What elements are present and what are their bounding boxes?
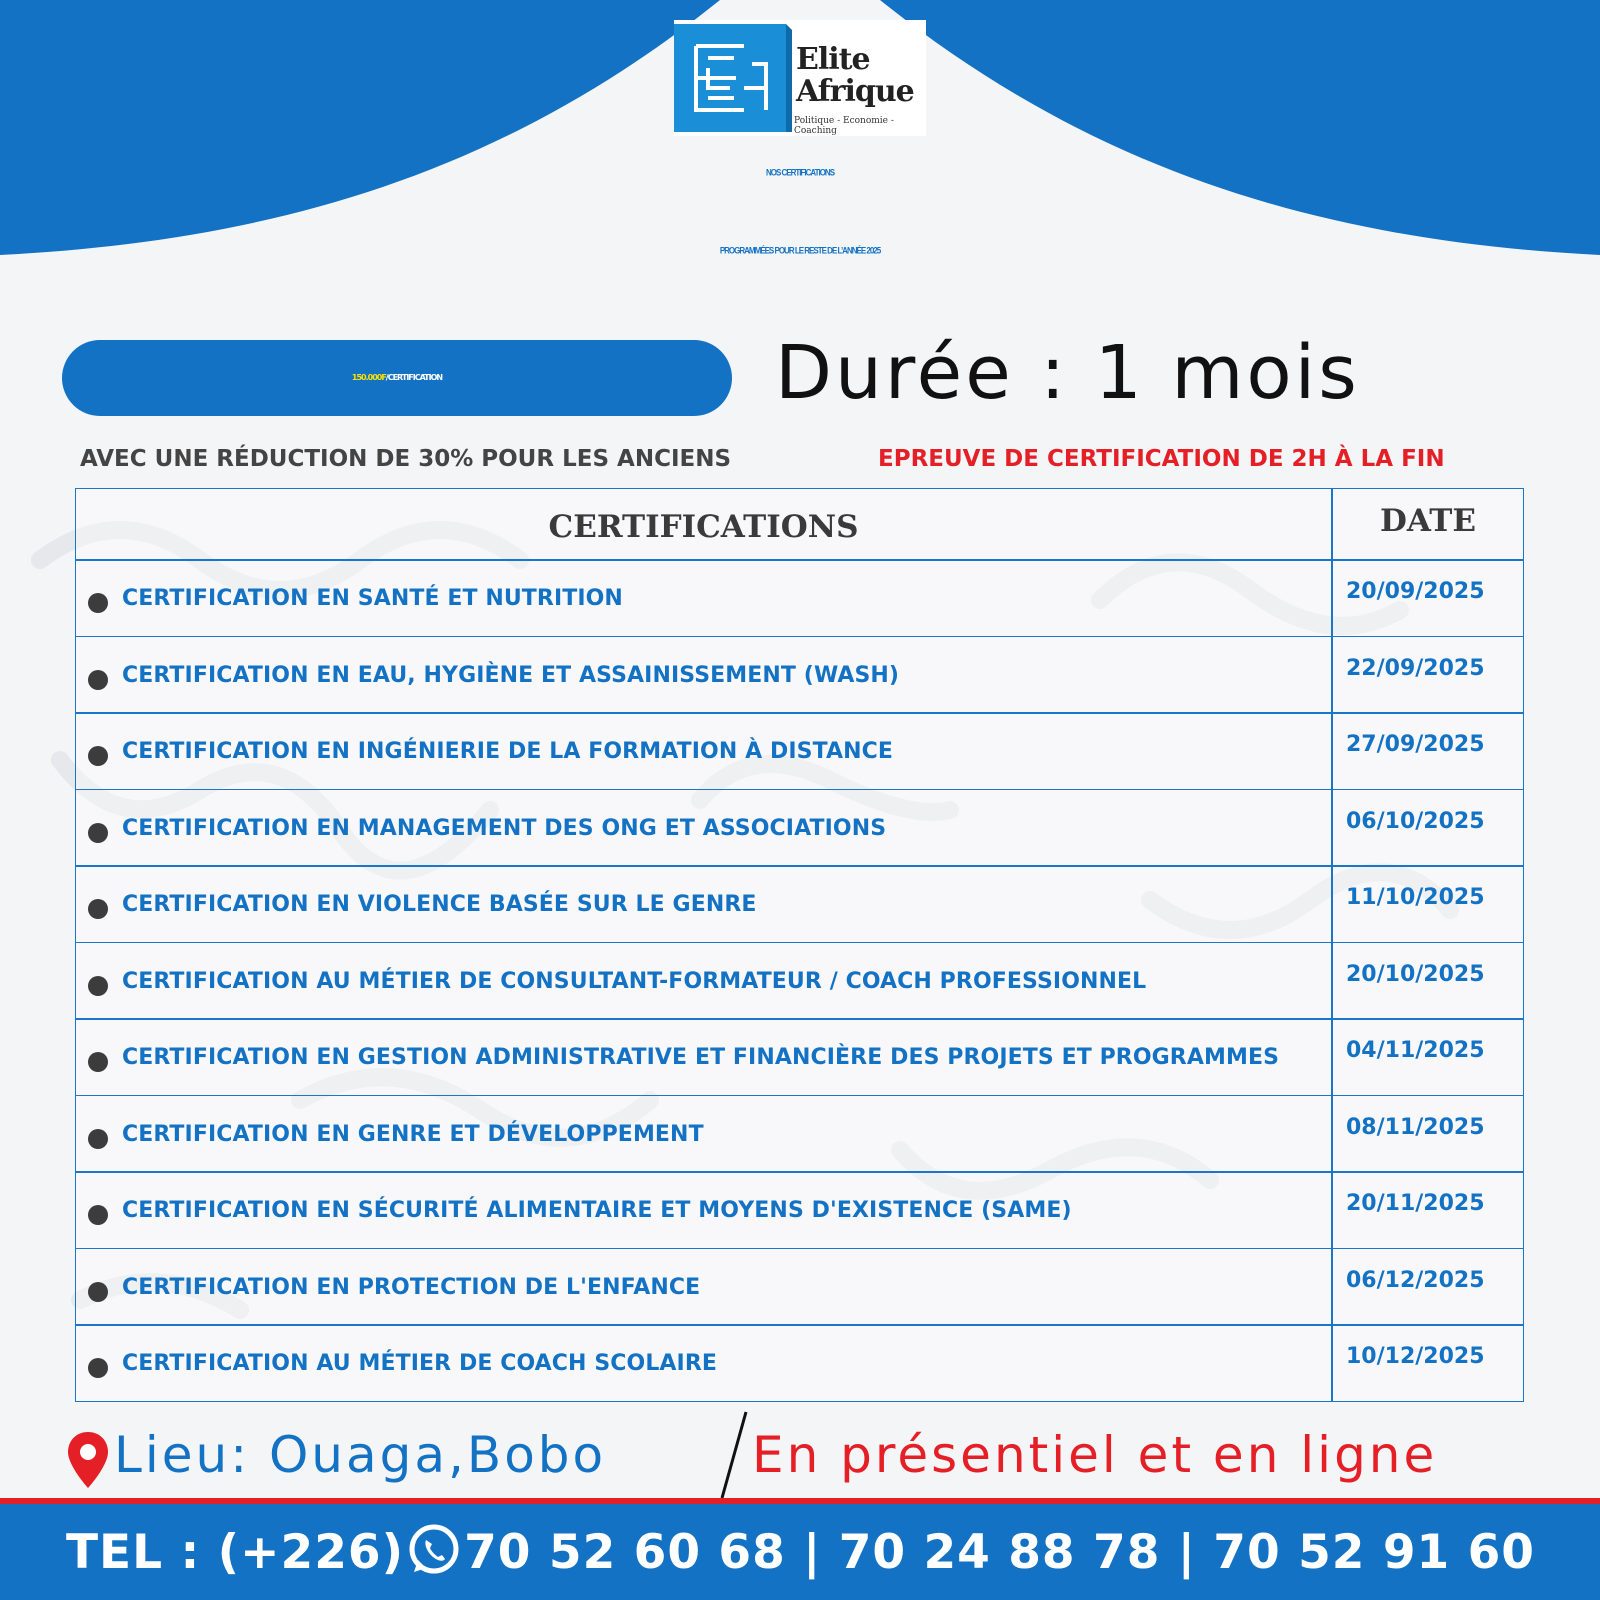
exam-note: EPREUVE DE CERTIFICATION DE 2H À LA FIN — [878, 446, 1445, 472]
bullet-icon — [88, 976, 108, 996]
certification-name: CERTIFICATION EN INGÉNIERIE DE LA FORMATION À DISTANCE — [122, 739, 893, 764]
certification-date: 04/11/2025 — [1346, 1038, 1485, 1063]
table-row — [76, 1171, 1523, 1247]
certification-name: CERTIFICATION EN PROTECTION DE L'ENFANCE — [122, 1274, 701, 1300]
certification-name: CERTIFICATION EN GESTION ADMINISTRATIVE ET FINANCIÈRE DES PROJETS ET PROGRAMMES — [122, 1045, 1280, 1070]
certification-name: CERTIFICATION EN SÉCURITÉ ALIMENTAIRE ET MOYENS D'EXISTENCE (SAME) — [122, 1198, 1072, 1223]
certification-date: 11/10/2025 — [1346, 885, 1485, 910]
certification-name: CERTIFICATION EN EAU, HYGIÈNE ET ASSAINISSEMENT (WASH) — [122, 662, 900, 688]
certification-date: 20/10/2025 — [1346, 961, 1485, 987]
table-row — [76, 1018, 1523, 1094]
brand-name — [796, 44, 914, 108]
certification-name: CERTIFICATION EN SANTÉ ET NUTRITION — [122, 586, 623, 611]
price-badge — [62, 340, 732, 416]
phone-prefix: TEL : (+226) — [66, 1525, 405, 1580]
certification-name: CERTIFICATION AU MÉTIER DE CONSULTANT-FORMATEUR / COACH PROFESSIONNEL — [122, 968, 1147, 994]
certification-date: 06/12/2025 — [1346, 1267, 1485, 1293]
table-row — [76, 942, 1523, 1018]
separator-slash — [718, 1410, 748, 1500]
table-row — [76, 1095, 1523, 1171]
phone-numbers: 70 52 60 68 | 70 24 88 78 | 70 52 91 60 — [464, 1525, 1536, 1580]
certification-name: CERTIFICATION EN GENRE ET DÉVELOPPEMENT — [122, 1121, 704, 1147]
page-title-line1: NOS CERTIFICATIONS — [765, 167, 835, 178]
bullet-icon — [88, 1205, 108, 1225]
table-row — [76, 865, 1523, 941]
table-header-certifications: CERTIFICATIONS — [548, 509, 859, 545]
duration-text: Durée : 1 mois — [775, 330, 1360, 416]
bullet-icon — [88, 670, 108, 690]
map-pin-icon — [66, 1430, 110, 1490]
mode-text: En présentiel et en ligne — [752, 1426, 1438, 1484]
bullet-icon — [88, 1052, 108, 1072]
bullet-icon — [88, 1129, 108, 1149]
certifications-table — [75, 488, 1524, 1402]
whatsapp-icon — [406, 1522, 462, 1578]
discount-note: AVEC UNE RÉDUCTION DE 30% POUR LES ANCIENS — [80, 446, 732, 472]
price-amount: 150.000F — [351, 373, 386, 382]
location-text: Lieu: Ouaga,Bobo — [114, 1426, 607, 1484]
certification-date: 20/09/2025 — [1346, 579, 1485, 604]
bullet-icon — [88, 899, 108, 919]
table-row — [76, 1248, 1523, 1324]
bullet-icon — [88, 593, 108, 613]
certification-date: 10/12/2025 — [1346, 1344, 1485, 1369]
bullet-icon — [88, 823, 108, 843]
brand-name-line2: Afrique — [796, 74, 914, 109]
table-row — [76, 1324, 1523, 1400]
certification-name: CERTIFICATION EN MANAGEMENT DES ONG ET ASSOCIATIONS — [122, 815, 887, 841]
brand-name-line1: Elite — [796, 42, 870, 77]
certification-date: 27/09/2025 — [1346, 732, 1485, 757]
certification-date: 08/11/2025 — [1346, 1114, 1485, 1140]
table-header-date: DATE — [1380, 503, 1476, 539]
table-row — [76, 559, 1523, 635]
certification-name: CERTIFICATION EN VIOLENCE BASÉE SUR LE GENRE — [122, 892, 757, 917]
brand-tagline: Politique - Economie - Coaching — [794, 116, 894, 136]
bullet-icon — [88, 1358, 108, 1378]
certification-date: 22/09/2025 — [1346, 655, 1485, 681]
certification-name: CERTIFICATION AU MÉTIER DE COACH SCOLAIRE — [122, 1351, 718, 1376]
certification-date: 06/10/2025 — [1346, 808, 1485, 834]
brand-logo — [674, 20, 926, 136]
bullet-icon — [88, 746, 108, 766]
contact-phone-line — [66, 1522, 1535, 1580]
table-row — [76, 789, 1523, 865]
bullet-icon — [88, 1282, 108, 1302]
brand-logo-mark-icon — [674, 24, 792, 132]
table-row — [76, 712, 1523, 788]
page-title-line2: PROGRAMMÉES POUR LE RESTE DE L’ANNÉE 2025 — [719, 245, 881, 256]
contact-footer — [0, 1504, 1600, 1600]
table-row — [76, 636, 1523, 712]
certification-date: 20/11/2025 — [1346, 1191, 1485, 1216]
price-suffix: /CERTIFICATION — [385, 373, 443, 382]
